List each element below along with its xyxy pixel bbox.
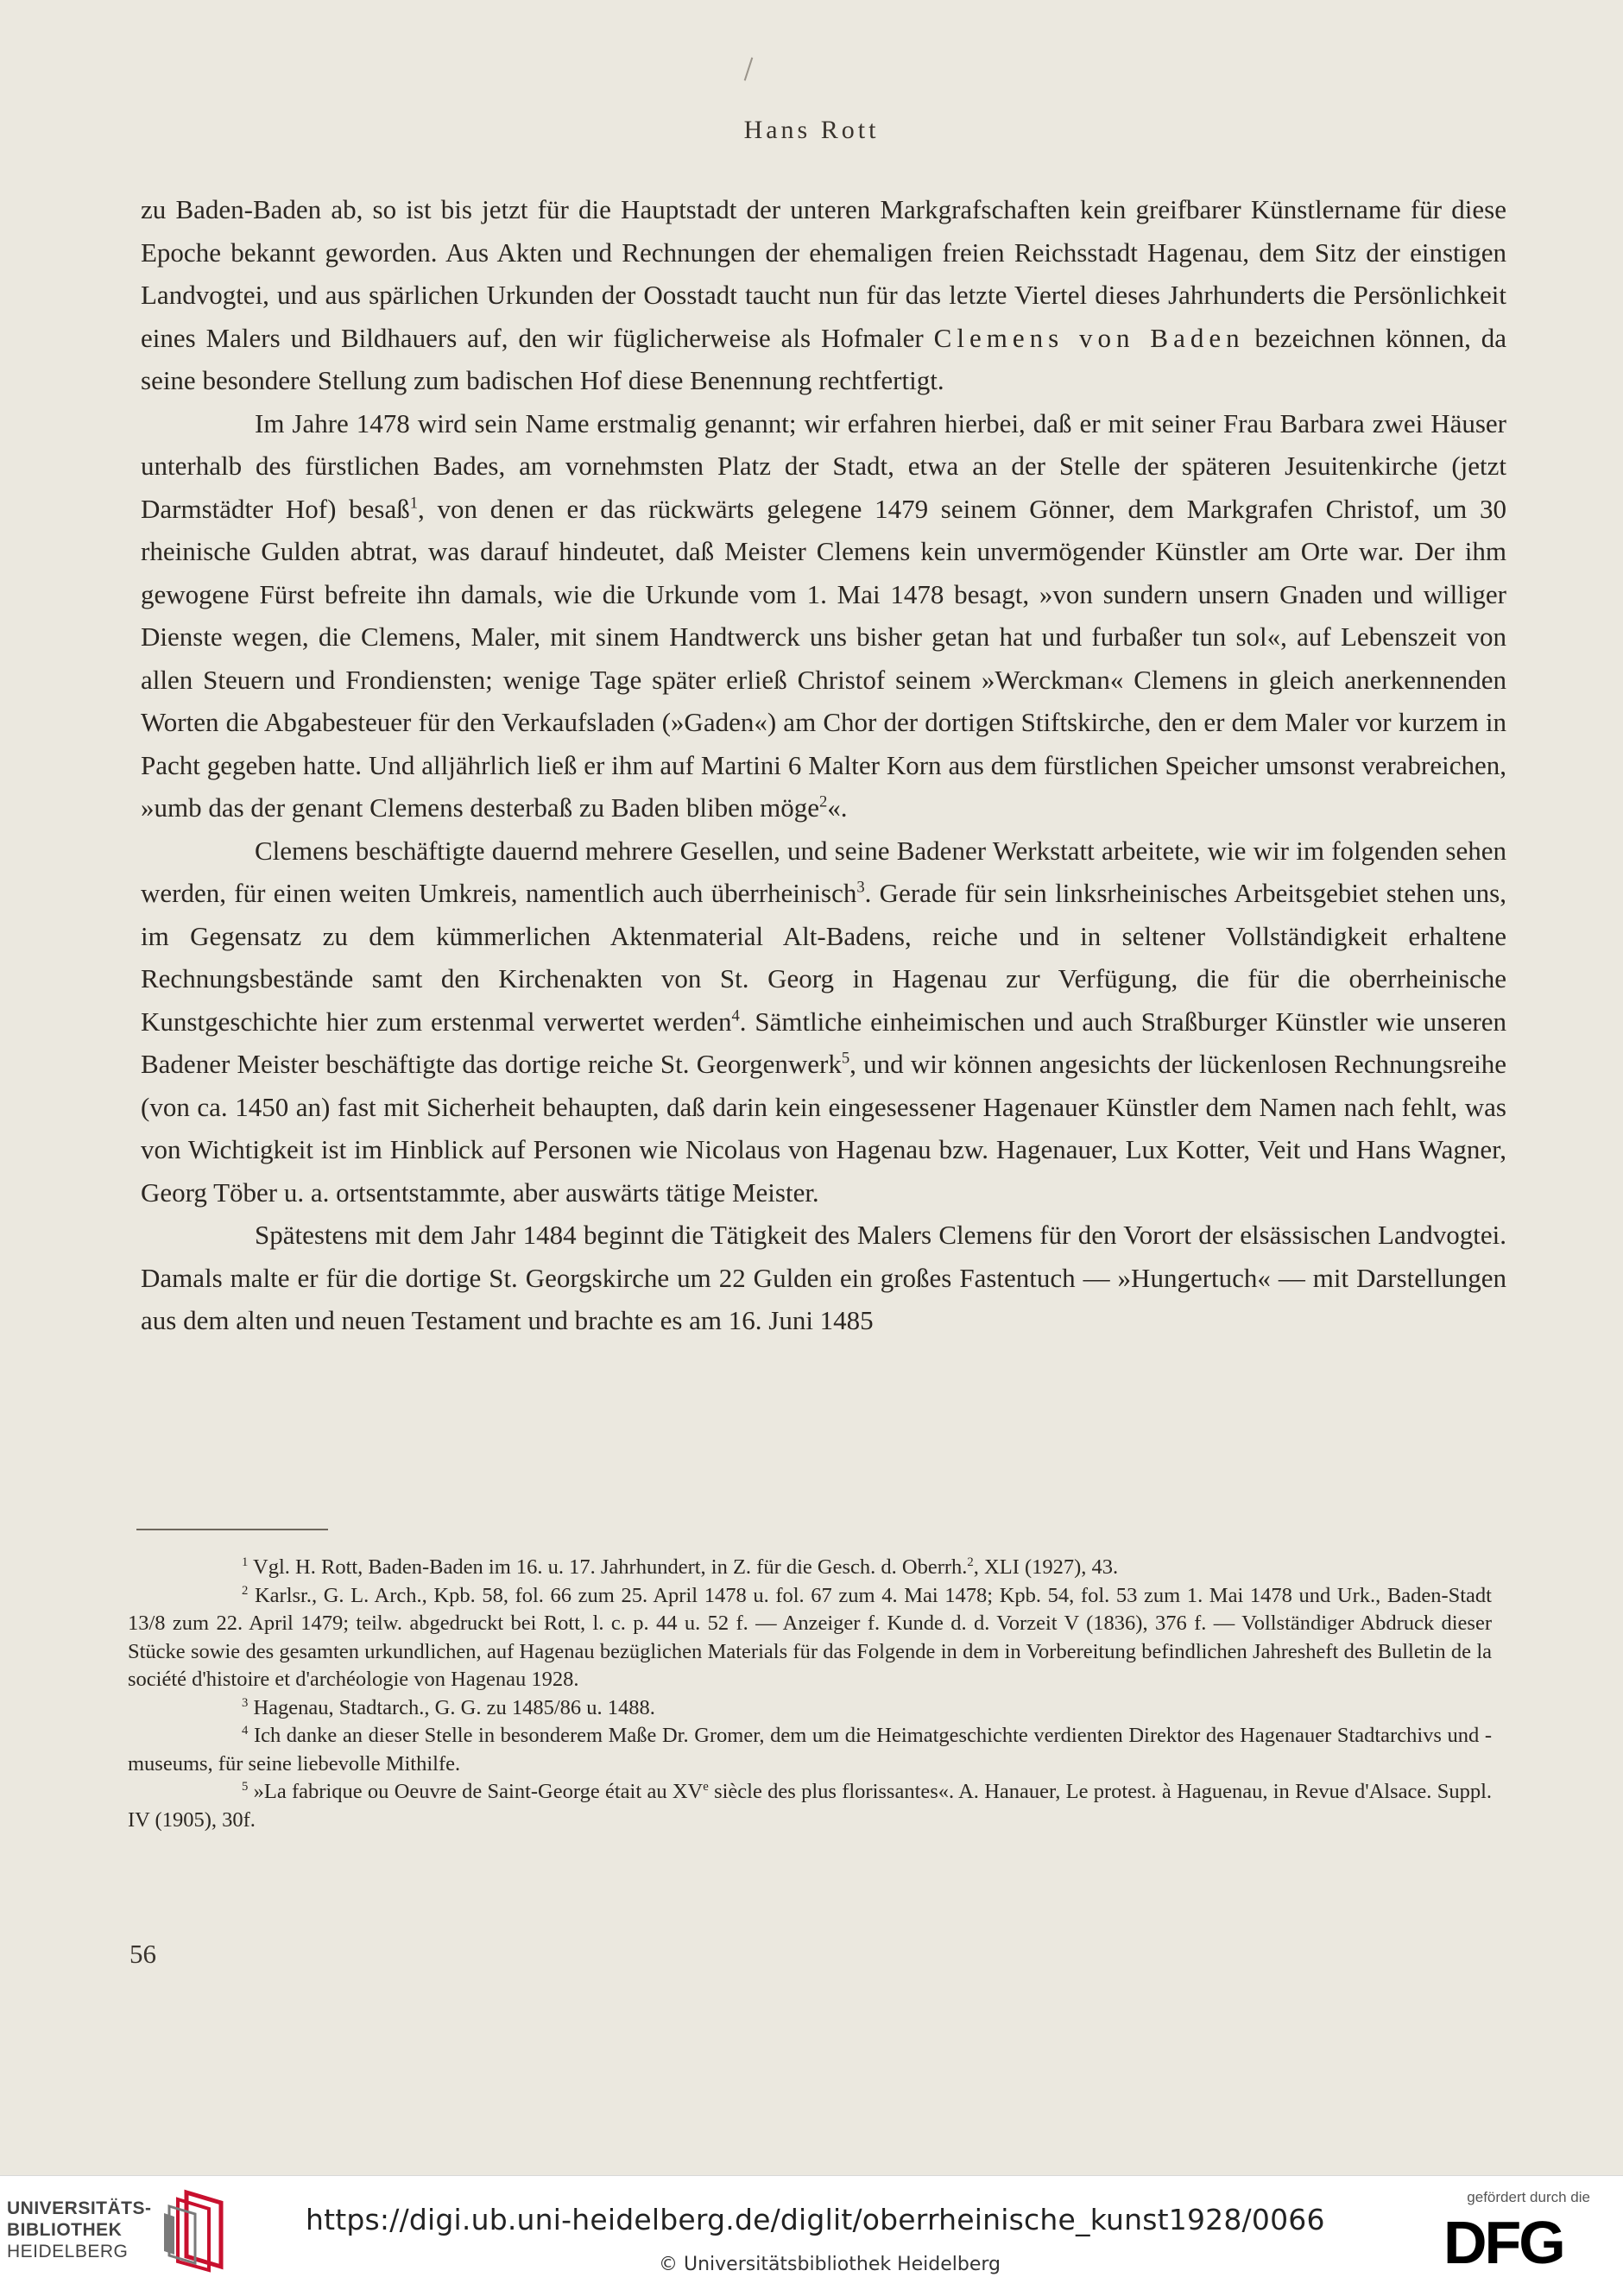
library-logo-icon[interactable] bbox=[157, 2187, 226, 2274]
footnote-1: $^1$ Vgl. H. Rott, Baden-Baden im 16. u. 17. Jahrhundert, in Z. für die Gesch. d. Oberrh.$^2$, XLI (1927), 43. bbox=[242, 1555, 1119, 1579]
page-number: 56 bbox=[129, 1939, 156, 1969]
footnote-ref[interactable]: 4 bbox=[731, 1006, 740, 1025]
footnote-ref[interactable]: 2 bbox=[818, 792, 828, 811]
dfg-logo-icon[interactable] bbox=[1443, 2211, 1597, 2272]
footnotes bbox=[128, 1554, 1492, 1834]
footnote-ref[interactable]: 5 bbox=[841, 1049, 850, 1068]
pencil-mark bbox=[744, 57, 754, 80]
footnote-ref[interactable]: 1 bbox=[409, 494, 419, 513]
svg-text:DFG: DFG bbox=[1443, 2211, 1563, 2272]
footnote-separator bbox=[136, 1529, 328, 1530]
paragraph-1: zu Baden-Baden ab, so ist bis jetzt für die Hauptstadt der unteren Markgrafschaften kein greifbarer Künstlername für diese Epoche bekannt geworden. Aus Akten und Rechnungen der ehemaligen freien Reichsstadt Hagenau, dem Sitz der einstigen Landvogtei, und aus spärlichen Urkunden der Oosstadt taucht nun für das letzte Viertel dieses Jahrhunderts die Persönlichkeit eines Malers und Bildhauers auf, den wir füglicherweise als Hofmaler Clemens von Baden bezeichnen können, da seine besondere Stellung zum badischen Hof diese Benennung rechtfertigt. bbox=[141, 194, 1507, 395]
footnote-5: $^5$ »La fabrique ou Oeuvre de Saint-George était au XVe siècle des plus florissantes«. A. Hanauer, Le protest. à Haguenau, in Revue d'Alsace. Suppl. IV (1905), 30f. bbox=[128, 1779, 1492, 1832]
body-text bbox=[141, 188, 1506, 1342]
footnote-ref[interactable]: 3 bbox=[856, 878, 865, 897]
footnote-4: $^4$ Ich danke an dieser Stelle in besonderem Maße Dr. Gromer, dem um die Heimatgeschichte verdienten Direktor des Hagenauer Stadtarchivs und -museums, für seine liebevolle Mithilfe. bbox=[128, 1723, 1493, 1776]
paragraph-3: Clemens beschäftigte dauernd mehrere Gesellen, und seine Badener Werkstatt arbeitete, wie wir im folgenden sehen werden, für einen weiten Umkreis, namentlich auch überrheinisch$^3$. Gerade für sein linksrheinisches Arbeitsgebiet stehen uns, im Gegensatz zu dem kümmerlichen Aktenmaterial Alt-Badens, reiche und in seltener Vollständigkeit erhaltene Rechnungsbestände samt den Kirchenakten von St. Georg in Hagenau zur Verfügung, die für die oberrheinische Kunstgeschichte hier zum erstenmal verwertet werden$^4$. Sämtliche einheimischen und auch Straßburger Künstler wie unseren Badener Meister beschäftigte das dortige reiche St. Georgenwerk$^5$, und wir können angesichts der lückenlosen Rechnungsreihe (von ca. 1450 an) fast mit Sicherheit behaupten, daß darin kein eingesessener Hagenauer Künstler dem Namen nach fehlt, was von Wichtigkeit ist im Hinblick auf Personen wie Nicolaus von Hagenau bzw. Hagenauer, Lux Kotter, Veit und Hans Wagner, Georg Töber u. a. ortsentstammte, aber auswärts tätige Meister. bbox=[141, 835, 1507, 1208]
footnote-2: $^2$ Karlsr., G. L. Arch., Kpb. 58, fol. 66 zum 25. April 1478 u. fol. 67 zum 4. Mai 1478; Kpb. 54, fol. 53 zum 1. Mai 1478 und Urk., Baden-Stadt 13/8 zum 22. April 1479; teilw. abgedruckt bei Rott, l. c. p. 44 u. 52 f. — Anzeiger f. Kunde d. d. Vorzeit V (1836), 376 f. — Vollständiger Abdruck dieser Stücke sowie des gesamten urkundlichen, auf Hagenau bezüglichen Materials für das Folgende in dem in Vorbereitung befindlichen Jahresheft des Bulletin de la société d'histoire et d'archéologie von Hagenau 1928. bbox=[128, 1583, 1492, 1691]
permalink-url[interactable]: https://digi.ub.uni-heidelberg.de/diglit/oberrheinische_kunst1928/0066 bbox=[306, 2203, 1325, 2236]
funding-label: gefördert durch die bbox=[1467, 2189, 1590, 2205]
paragraph-2: Im Jahre 1478 wird sein Name erstmalig genannt; wir erfahren hierbei, daß er mit seiner Frau Barbara zwei Häuser unterhalb des fürstlichen Bades, am vornehmsten Platz der Stadt, etwa an der Stelle der späteren Jesuitenkirche (jetzt Darmstädter Hof) besaß$^1$, von denen er das rückwärts gelegene 1479 seinem Gönner, dem Markgrafen Christof, um 30 rheinische Gulden abtrat, was darauf hindeutet, daß Meister Clemens kein unvermögender Künstler am Orte war. Der ihm gewogene Fürst befreite ihn damals, wie die Urkunde vom 1. Mai 1478 besagt, »von sundern unsern Gnaden und williger Dienste wegen, die Clemens, Maler, mit sinem Handtwerck uns bisher getan hat und furbaßer tun sol«, auf Lebenszeit von allen Steuern und Frondiensten; wenige Tage später erließ Christof seinem »Werckman« Clemens in gleich anerkennenden Worten die Abgabesteuer für den Verkaufsladen (»Gaden«) am Chor der dortigen Stiftskirche, den er dem Maler vor kurzem in Pacht gegeben hatte. Und alljährlich ließ er ihm auf Martini 6 Malter Korn aus dem fürstlichen Speicher umsonst verabreichen, »umb das der genant Clemens desterbaß zu Baden bliben möge$^2$«. bbox=[141, 407, 1506, 823]
library-name[interactable]: UNIVERSITÄTS- BIBLIOTHEK HEIDELBERG bbox=[7, 2198, 152, 2261]
copyright-notice: © Universitätsbibliothek Heidelberg bbox=[659, 2254, 1001, 2275]
emphasized-name: Clemens von Baden bbox=[933, 322, 1245, 353]
footnote-3: $^3$ Hagenau, Stadtarch., G. G. zu 1485/86 u. 1488. bbox=[242, 1695, 655, 1719]
paragraph-4: Spätestens mit dem Jahr 1484 beginnt die Tätigkeit des Malers Clemens für den Vorort der elsässischen Landvogtei. Damals malte er für die dortige St. Georgskirche um 22 Gulden ein großes Fastentuch — »Hungertuch« — mit Darstellungen aus dem alten und neuen Testament und brachte es am 16. Juni 1485 bbox=[141, 1220, 1506, 1335]
running-head: Hans Rott bbox=[743, 116, 880, 144]
